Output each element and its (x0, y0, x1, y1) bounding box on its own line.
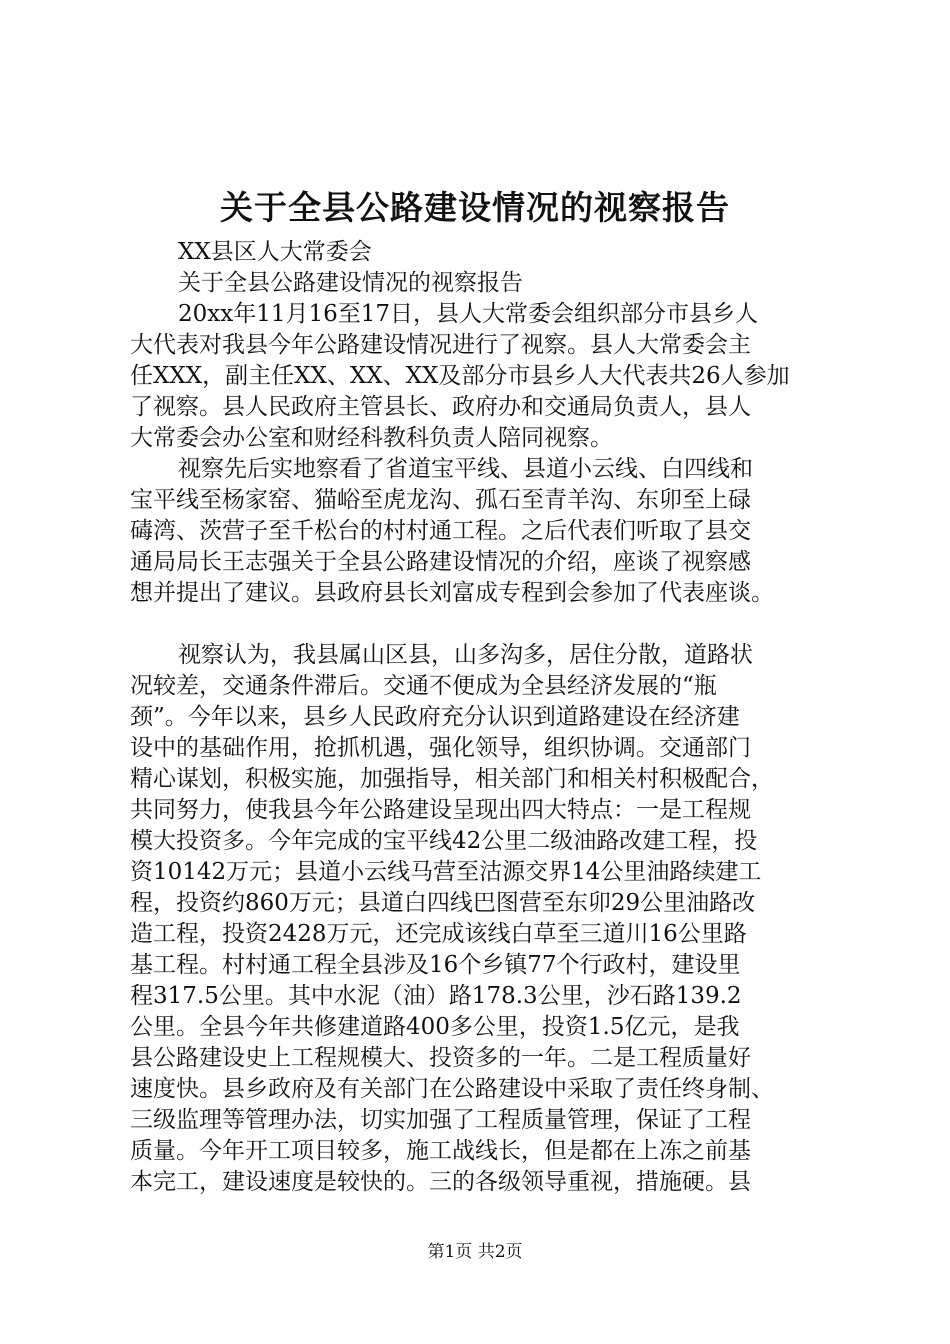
text-line: 宝平线至杨家窑、猫峪至虎龙沟、孤石至青羊沟、东卯至上碌 (130, 487, 751, 513)
text-line: 碡湾、茨营子至千松台的村村通工程。之后代表们听取了县交 (130, 518, 751, 544)
text-line: 设中的基础作用，抢抓机遇，强化领导，组织协调。交通部门 (130, 735, 751, 761)
document-body (130, 237, 830, 1198)
text-line: 颈”。今年以来，县乡人民政府充分认识到道路建设在经济建 (130, 704, 740, 730)
text-line: 通局局长王志强关于全县公路建设情况的介绍，座谈了视察感 (130, 549, 751, 575)
paragraph-gap (130, 609, 830, 640)
text-line: 视察先后实地察看了省道宝平线、县道小云线、白四线和 (178, 456, 753, 482)
text-line: 况较差，交通条件滞后。交通不便成为全县经济发展的“瓶 (130, 673, 717, 699)
text-line: 任XXX，副主任XX、XX、XX及部分市县乡人大代表共26人参加 (130, 363, 790, 389)
text-line: 基工程。村村通工程全县涉及16个乡镇77个行政村，建设里 (130, 952, 741, 978)
text-line: 速度快。县乡政府及有关部门在公路建设中采取了责任终身制、 (130, 1076, 774, 1102)
text-line: 关于全县公路建设情况的视察报告 (178, 270, 523, 296)
text-line: 共同努力，使我县今年公路建设呈现出四大特点：一是工程规 (130, 797, 751, 823)
document-title: 关于全县公路建设情况的视察报告 (220, 188, 730, 227)
text-line: 大常委会办公室和财经科教科负责人陪同视察。 (130, 425, 613, 451)
text-line: 视察认为，我县属山区县，山多沟多，居住分散，道路状 (178, 642, 753, 668)
text-line: 本完工，建设速度是较快的。三的各级领导重视，措施硬。县 (130, 1169, 751, 1195)
text-line: 精心谋划，积极实施，加强指导，相关部门和相关村积极配合， (130, 766, 774, 792)
text-line: 公里。全县今年共修建道路400多公里，投资1.5亿元，是我 (130, 1014, 740, 1040)
text-line: 造工程，投资2428万元，还完成该线白草至三道川16公里路 (130, 921, 747, 947)
text-line: 程，投资约860万元；县道白四线巴图营至东卯29公里油路改 (130, 890, 756, 916)
text-line: 20xx年11月16至17日，县人大常委会组织部分市县乡人 (178, 301, 759, 327)
text-line: XX县区人大常委会 (178, 239, 372, 265)
text-line: 了视察。县人民政府主管县长、政府办和交通局负责人，县人 (130, 394, 751, 420)
text-line: 三级监理等管理办法，切实加强了工程质量管理，保证了工程 (130, 1107, 751, 1133)
text-line: 想并提出了建议。县政府县长刘富成专程到会参加了代表座谈。 (130, 580, 774, 606)
text-line: 程317.5公里。其中水泥（油）路178.3公里，沙石路139.2 (130, 983, 742, 1009)
text-line: 模大投资多。今年完成的宝平线42公里二级油路改建工程，投 (130, 828, 758, 854)
text-line: 资10142万元；县道小云线马营至沽源交界14公里油路续建工 (130, 859, 762, 885)
page-number-footer: 第1页 共2页 (427, 1242, 523, 1262)
text-line: 质量。今年开工项目较多，施工战线长，但是都在上冻之前基 (130, 1138, 751, 1164)
text-line: 大代表对我县今年公路建设情况进行了视察。县人大常委会主 (130, 332, 751, 358)
text-line: 县公路建设史上工程规模大、投资多的一年。二是工程质量好 (130, 1045, 751, 1071)
